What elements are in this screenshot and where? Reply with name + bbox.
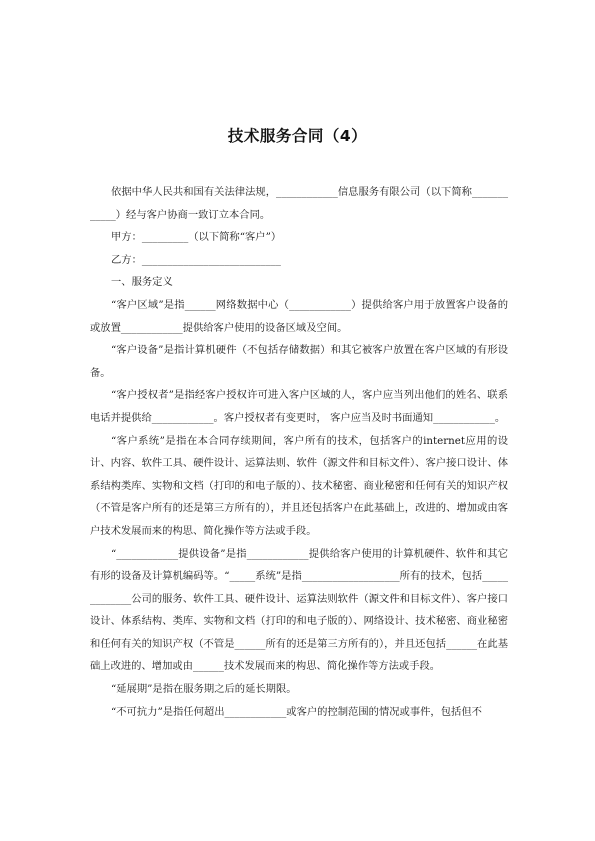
- paragraph-preamble: 依据中华人民共和国有关法律法规，____________信息服务有限公司（以下简称____________）经与客户协商一致订立本合同。: [90, 186, 508, 221]
- section-heading-definitions: 一、服务定义: [111, 276, 173, 289]
- paragraph-customer-area: “客户区域”是指______网络数据中心（____________）提供给客户用于放置客户设备的或放置____________提供给客户使用的设备区域及空间。: [90, 298, 508, 334]
- paragraph-extension-period: “延展期”是指在服务期之后的延长期限。: [111, 683, 297, 696]
- paragraph-customer-equipment: “客户设备”是指计算机硬件（不包括存储数据）和其它被客户放置在客户区域的有形设备。: [90, 344, 508, 379]
- paragraph-customer-authorized: “客户授权者”是指经客户授权许可进入客户区域的人，客户应当列出他们的姓名、联系电话并提供给____________。客户授权者有变更时， 客户应当及时书面通知____________。: [90, 389, 508, 424]
- document-body: [90, 181, 508, 723]
- paragraph-party-a: 甲方：_________（以下简称“客户”）: [111, 231, 282, 244]
- document-title: 技术服务合同（4）: [227, 127, 368, 145]
- paragraph-force-majeure: “不可抗力”是指任何超出____________或客户的控制范围的情况或事件，包括但不: [111, 705, 482, 718]
- paragraph-party-b: 乙方：___________________________: [111, 253, 281, 266]
- paragraph-customer-system: “客户系统”是指在本合同存续期间，客户所有的技术，包括客户的internet应用的设计、内容、软件工具、硬件设计、运算法则、软件（源文件和目标文件）、客户接口设计、体系结构类库、实物和文档（打印的和电子版的）、技术秘密、商业秘密和任何有关的知识产权（不管是客户所有的还是第三方所有的），并且还包括客户在此基础上，改进的、增加或由客户技术发展而来的构思、简化操作等方法或手段。: [90, 434, 508, 537]
- paragraph-provided-equipment: “____________提供设备”是指____________提供给客户使用的计算机硬件、软件和其它有形的设备及计算机编码等。“_____系统”是指___________________所有的技术，包括_____________公司的服务、软件工具、硬件设计、运算法则软件（源文件和目标文件）、客户接口设计、体系结构、类库、实物和文档（打印的和电子版的）、网络设计、技术秘密、商业秘密和任何有关的知识产权（不管是______所有的还是第三方所有的），并且还包括______在此基础上改进的、增加或由______技术发展而来的构思、简化操作等方法或手段。: [90, 547, 508, 673]
